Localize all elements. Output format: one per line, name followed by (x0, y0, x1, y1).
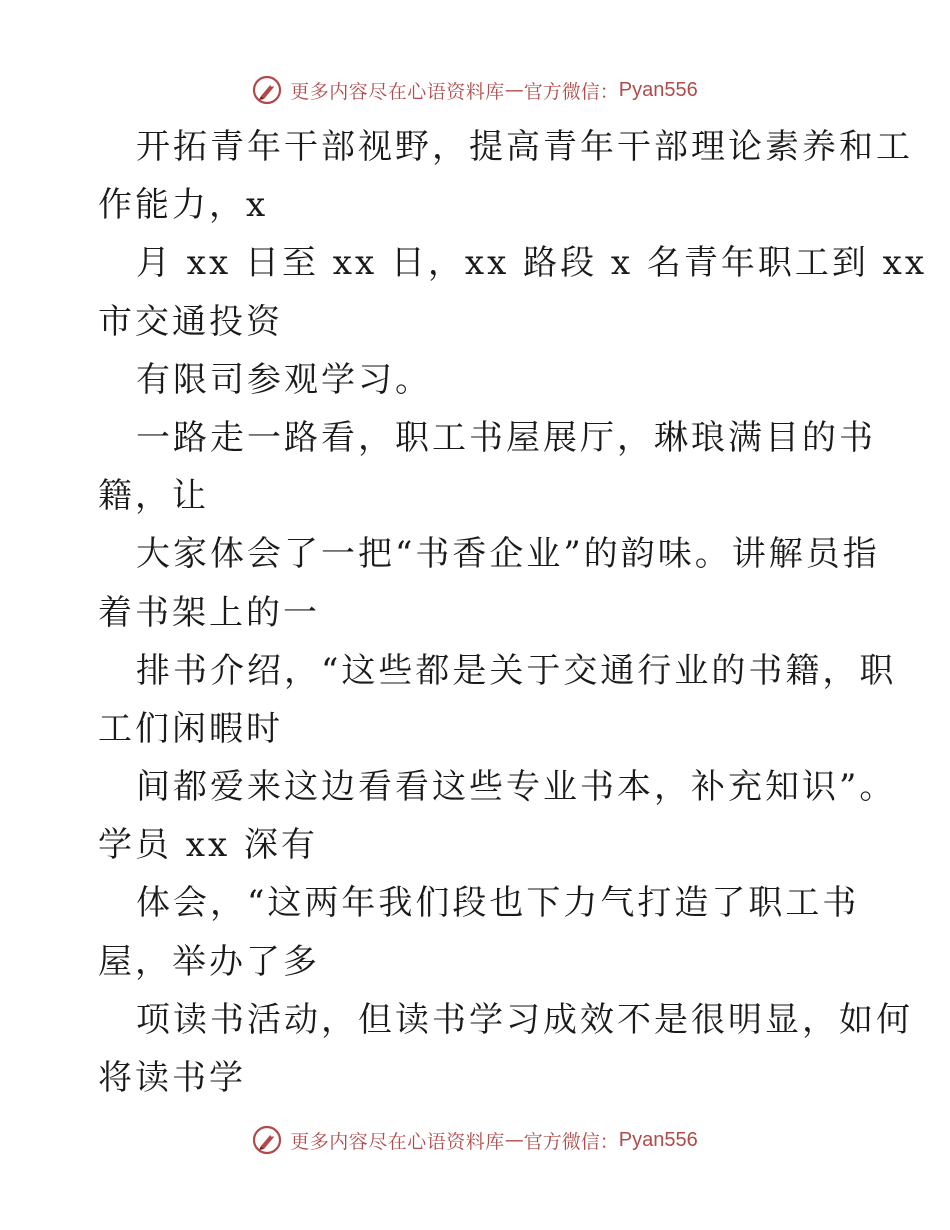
text-line: 有限司参观学习。 (136, 359, 432, 400)
text-line: 开拓青年干部视野，提高青年干部理论素养和工 (136, 127, 913, 167)
banner-separator: — (504, 1129, 524, 1151)
text-line: 作能力，x (98, 185, 269, 226)
text-line: 月 xx 日至 xx 日，xx 路段 x 名青年职工到 xx (136, 243, 928, 284)
header-banner (0, 70, 950, 110)
text-line: 学员 xx 深有 (98, 825, 318, 866)
pen-logo-icon (252, 75, 282, 105)
text-line: 大家体会了一把“书香企业”的韵味。讲解员指 (136, 534, 880, 575)
banner-text: 更多内容尽在心语资料库 (290, 1130, 505, 1153)
text-line: 将读书学 (98, 1058, 246, 1098)
text-line: 体会，“这两年我们段也下力气打造了职工书 (136, 883, 860, 924)
banner-separator: — (504, 79, 524, 101)
banner-official-label: 官方微信： (523, 1130, 619, 1153)
text-line: 屋，举办了多 (98, 941, 320, 982)
text-line: 工们闲暇时 (98, 708, 283, 749)
text-line: 市交通投资 (98, 301, 283, 342)
banner-wechat-id: Pyan556 (618, 1128, 698, 1151)
text-line: 着书架上的一 (98, 592, 320, 633)
text-line: 项读书活动，但读书学习成效不是很明显，如何 (136, 999, 913, 1040)
banner-text: 更多内容尽在心语资料库 (290, 80, 505, 103)
banner-wechat-id: Pyan556 (618, 78, 698, 101)
banner-official-label: 官方微信： (523, 80, 619, 103)
text-line: 一路走一路看，职工书屋展厅，琳琅满目的书 (136, 417, 876, 458)
document-body (98, 118, 928, 1107)
text-line: 排书介绍，“这些都是关于交通行业的书籍，职 (136, 650, 897, 691)
footer-banner (0, 1120, 950, 1160)
text-line: 籍，让 (98, 476, 209, 517)
pen-logo-icon (252, 1125, 282, 1155)
text-line: 间都爱来这边看看这些专业书本，补充知识”。 (136, 767, 897, 808)
